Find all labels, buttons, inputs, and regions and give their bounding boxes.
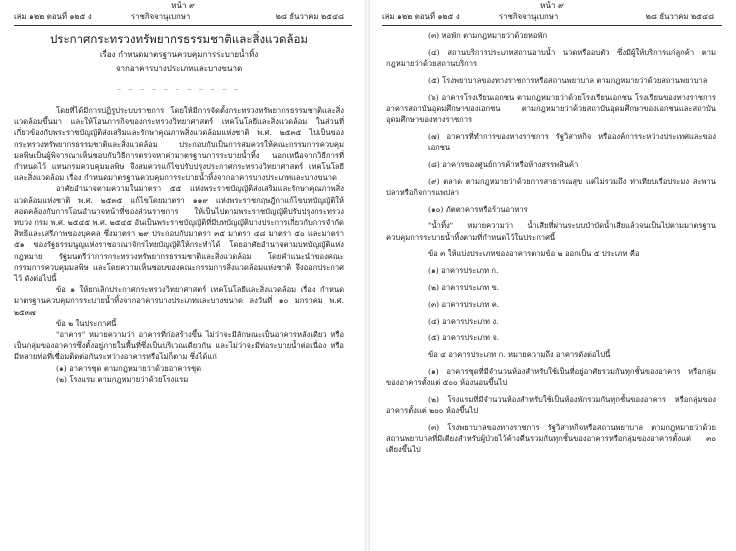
clause-4: ข้อ ๔ อาคารประเภท ก. หมายความถึง อาคารดังต่อไปนี้ — [428, 350, 611, 360]
right-page-body — [368, 26, 736, 456]
page-number: หน้า ๙ — [171, 1, 195, 10]
building-type-5: (๕) อาคารประเภท จ. — [428, 333, 500, 343]
publication-date: ๒๘ ธันวาคม ๒๕๔๘ — [275, 12, 344, 21]
building-item-2: (๒) โรงแรม ตามกฎหมายว่าด้วยโรงแรม — [56, 374, 189, 384]
title-divider: _ _ _ _ _ _ _ _ _ _ _ — [117, 82, 241, 90]
building-item-6: (๖) อาคารโรงเรียนเอกชน ตามกฎหมายว่าด้วยโรงเรียนเอกชน โรงเรียนของทางราชการ อาคารสถาบันอุดมศึกษาของเอกชน ตามกฎหมายว่าด้วยสถาบันอุดมศึกษาของเอกชนและสถาบันอุดมศึกษาของทางราชการ — [386, 92, 716, 124]
building-item-5: (๕) โรงพยาบาลของทางราชการหรือสถานพยาบาล ตามกฎหมายว่าด้วยสถานพยาบาล — [428, 75, 708, 85]
publication-name: ราชกิจจานุเบกษา — [131, 12, 191, 21]
building-type-2: (๒) อาคารประเภท ข. — [428, 282, 500, 292]
header-rule — [14, 25, 352, 26]
building-item-7: (๗) อาคารที่ทำการของทางราชการ รัฐวิสาหกิจ หรือองค์การระหว่างประเทศและของเอกชน — [428, 131, 716, 152]
publication-name: ราชกิจจานุเบกษา — [499, 12, 559, 21]
building-item-4: (๔) สถานบริการประเภทสถานอาบน้ำ นวดหรืออบตัว ซึ่งมีผู้ให้บริการแก่ลูกค้า ตามกฎหมายว่าด้วยสถานบริการ — [386, 47, 716, 68]
clause-3: ข้อ ๓ ให้แบ่งประเภทของอาคารตามข้อ ๒ ออกเป็น ๕ ประเภท คือ — [428, 249, 640, 259]
announcement-subject: เรื่อง กำหนดมาตรฐานควบคุมการระบายน้ำทิ้ง — [99, 50, 259, 59]
building-item-1: (๑) อาคารชุด ตามกฎหมายว่าด้วยอาคารชุด — [56, 363, 202, 373]
right-page — [368, 0, 736, 551]
building-type-1: (๑) อาคารประเภท ก. — [428, 266, 499, 276]
volume-label: เล่ม ๑๒๒ ตอนที่ ๑๒๕ ง — [14, 12, 92, 21]
building-item-10: (๑๐) ภัตตาคารหรือร้านอาหาร — [428, 204, 528, 214]
announcement-title: ประกาศกระทรวงทรัพยากรธรรมชาติและสิ่งแวดล้อม — [49, 32, 309, 46]
authority-paragraph: อาศัยอำนาจตามความในมาตรา ๕๕ แห่งพระราชบัญญัติส่งเสริมและรักษาคุณภาพสิ่งแวดล้อมแห่งชาติ พ.ศ. ๒๕๓๕ แก้ไขโดยมาตรา ๑๑๙ แห่งพระราชกฤษฎีกาแก้ไขบทบัญญัติให้สอดคล้องกับการโอนอำนาจหน้าที่ของส่วนราชการ ให้เป็นไปตามพระราชบัญญัติปรับปรุงกระทรวง ทบวง กรม พ.ศ. ๒๕๔๕ พ.ศ. ๒๕๔๕ อันเป็นพระราชบัญญัติที่มีบทบัญญัติบางประการเกี่ยวกับการจำกัดสิทธิและเสรีภาพของบุคคล ซึ่งมาตรา ๒๙ ประกอบกับมาตรา ๓๕ มาตรา ๔๘ มาตรา ๕๐ และมาตรา ๕๑ ของรัฐธรรมนูญแห่งราชอาณาจักรไทยบัญญัติให้กระทำได้ โดยอาศัยอำนาจตามบทบัญญัติแห่งกฎหมาย รัฐมนตรีว่าการกระทรวงทรัพยากรธรรมชาติและสิ่งแวดล้อม โดยคำแนะนำของคณะกรรมการควบคุมมลพิษ และโดยความเห็นชอบของคณะกรรมการสิ่งแวดล้อมแห่งชาติ จึงออกประกาศไว้ ดังต่อไปนี้ — [14, 184, 344, 284]
preamble-paragraph: โดยที่ได้มีการปฏิรูประบบราชการ โดยให้มีการจัดตั้งกระทรวงทรัพยากรธรรมชาติและสิ่งแวดล้อมขึ้นมา และให้โอนภารกิจของกระทรวงวิทยาศาสตร์ เทคโนโลยีและสิ่งแวดล้อม ในส่วนที่เกี่ยวข้องกับพระราชบัญญัติส่งเสริมและรักษาคุณภาพสิ่งแวดล้อมแห่งชาติ พ.ศ. ๒๕๓๕ ไปเป็นของกระทรวงทรัพยากรธรรมชาติและสิ่งแวดล้อม ประกอบกับเป็นการสมควรให้คณะกรรมการควบคุมมลพิษเป็นผู้พิจารณาเห็นชอบกับวิธีการตรวจหาค่ามาตรฐานการระบายน้ำทิ้ง นอกเหนือจากวิธีการที่กำหนดไว้ แทนกรมควบคุมมลพิษ จึงสมควรแก้ไขปรับปรุงประกาศกระทรวงวิทยาศาสตร์ เทคโนโลยีและสิ่งแวดล้อม เรื่อง กำหนดมาตรฐานควบคุมการระบายน้ำทิ้งจากอาคารบางประเภทและบางขนาด — [14, 106, 344, 183]
effluent-definition: "น้ำทิ้ง" หมายความว่า น้ำเสียที่ผ่านระบบบำบัดน้ำเสียแล้วจนเป็นไปตามมาตรฐานควบคุมการระบายน้ำทิ้งตามที่กำหนดไว้ในประกาศนี้ — [386, 221, 716, 242]
announcement-subject-line2: จากอาคารบางประเภทและบางขนาด — [115, 64, 243, 73]
building-type-3: (๓) อาคารประเภท ค. — [428, 299, 500, 309]
clause-1: ข้อ ๑ ให้ยกเลิกประกาศกระทรวงวิทยาศาสตร์ เทคโนโลยีและสิ่งแวดล้อม เรื่อง กำหนดมาตรฐานควบคุมการระบายน้ำทิ้งจากอาคารบางประเภทและบางขนาด ลงวันที่ ๑๐ มกราคม พ.ศ. ๒๕๓๗ — [14, 285, 344, 317]
building-item-9: (๙) ตลาด ตามกฎหมายว่าด้วยการสาธารณสุข แต่ไม่รวมถึง ท่าเทียบเรือประมง สะพานปลาหรือกิจการแพปลา — [386, 176, 716, 197]
building-item-3: (๓) หอพัก ตามกฎหมายว่าด้วยหอพัก — [428, 31, 548, 40]
left-page-body — [0, 32, 366, 385]
type-a-definition-1: (๑) อาคารชุดที่มีจำนวนห้องสำหรับใช้เป็นที่อยู่อาศัยรวมกันทุกชั้นของอาคาร หรือกลุ่มของอาคารตั้งแต่ ๕๐๐ ห้องนอนขึ้นไป — [386, 366, 716, 388]
publication-date: ๒๘ ธันวาคม ๒๕๔๘ — [645, 12, 714, 21]
building-type-4: (๔) อาคารประเภท ง. — [428, 316, 499, 326]
type-a-definition-3: (๓) โรงพยาบาลของทางราชการ รัฐวิสาหกิจหรือสถานพยาบาล ตามกฎหมายว่าด้วยสถานพยาบาลที่มีเตียงสำหรับผู้ป่วยไว้ค้างคืนรวมกันทุกชั้นของอาคารหรือกลุ่มของอาคารตั้งแต่ ๓๐ เตียงขึ้นไป — [386, 422, 716, 455]
page-header — [14, 11, 352, 23]
page-header — [382, 11, 722, 23]
building-item-8: (๘) อาคารของศูนย์การค้าหรือห้างสรรพสินค้า — [428, 159, 579, 169]
building-definition: "อาคาร" หมายความว่า อาคารที่ก่อสร้างขึ้น ไม่ว่าจะมีลักษณะเป็นอาคารหลังเดียว หรือเป็นกลุ่มของอาคารซึ่งตั้งอยู่ภายในพื้นที่ซึ่งเป็นบริเวณเดียวกัน และไม่ว่าจะมีท่อระบายน้ำต่อเนื่อง หรือมีหลายท่อที่เชื่อมติดต่อกันระหว่างอาคารหรือไม่ก็ตาม ซึ่งได้แก่ — [14, 330, 344, 362]
clause-2-heading: ข้อ ๒ ในประกาศนี้ — [56, 318, 117, 328]
page-number: หน้า ๙ — [540, 1, 564, 10]
volume-label: เล่ม ๑๒๒ ตอนที่ ๑๒๕ ง — [382, 12, 460, 21]
type-a-definition-2: (๒) โรงแรมที่มีจำนวนห้องสำหรับใช้เป็นห้องพักรวมกันทุกชั้นของอาคาร หรือกลุ่มของอาคารตั้งแต่ ๒๐๐ ห้องขึ้นไป — [386, 394, 716, 416]
left-page — [0, 0, 366, 551]
